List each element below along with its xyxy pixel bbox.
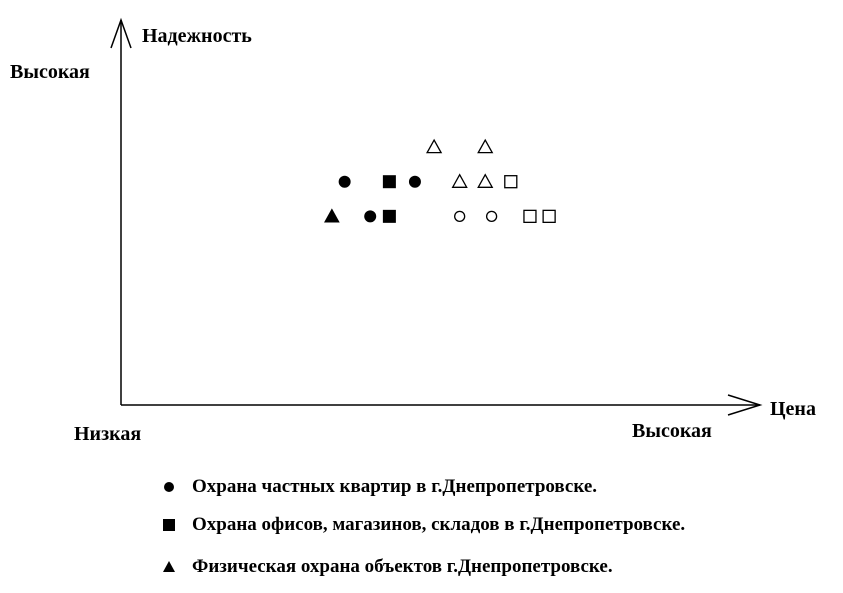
- point-filled-circle-1: [409, 176, 420, 187]
- point-hollow-square-0: [505, 176, 517, 188]
- legend-label-offices: Охрана офисов, магазинов, складов в г.Днепропетровске.: [192, 514, 686, 535]
- legend-item-offices: [162, 506, 685, 544]
- point-hollow-triangle-1: [478, 140, 492, 153]
- point-filled-square-1: [383, 210, 395, 222]
- point-hollow-circle-0: [455, 211, 465, 221]
- filled-square-icon: [162, 518, 192, 532]
- filled-circle-icon: [162, 480, 192, 494]
- axes: [111, 20, 760, 415]
- point-filled-circle-0: [339, 176, 350, 187]
- point-hollow-triangle-0: [427, 140, 441, 153]
- legend-item-apartments: [162, 468, 685, 506]
- origin-low-label: Низкая: [74, 423, 142, 445]
- point-hollow-triangle-2: [453, 175, 467, 188]
- point-filled-triangle-0: [325, 209, 339, 222]
- y-axis-title: Надежность: [142, 25, 252, 47]
- legend: [162, 468, 685, 586]
- point-filled-square-0: [383, 176, 395, 188]
- filled-triangle-icon: [162, 560, 192, 574]
- point-hollow-circle-1: [487, 211, 497, 221]
- point-hollow-square-2: [543, 210, 555, 222]
- legend-item-physical-guard: [162, 548, 685, 586]
- x-axis-high-label: Высокая: [632, 420, 712, 442]
- y-axis-high-label: Высокая: [10, 61, 90, 83]
- x-axis-title: Цена: [770, 398, 816, 420]
- legend-label-apartments: Охрана частных квартир в г.Днепропетровске.: [192, 476, 598, 497]
- point-filled-circle-2: [365, 211, 376, 222]
- legend-label-physical-guard: Физическая охрана объектов г.Днепропетровске.: [192, 556, 613, 577]
- data-points: [325, 140, 555, 222]
- point-hollow-triangle-3: [478, 175, 492, 188]
- point-hollow-square-1: [524, 210, 536, 222]
